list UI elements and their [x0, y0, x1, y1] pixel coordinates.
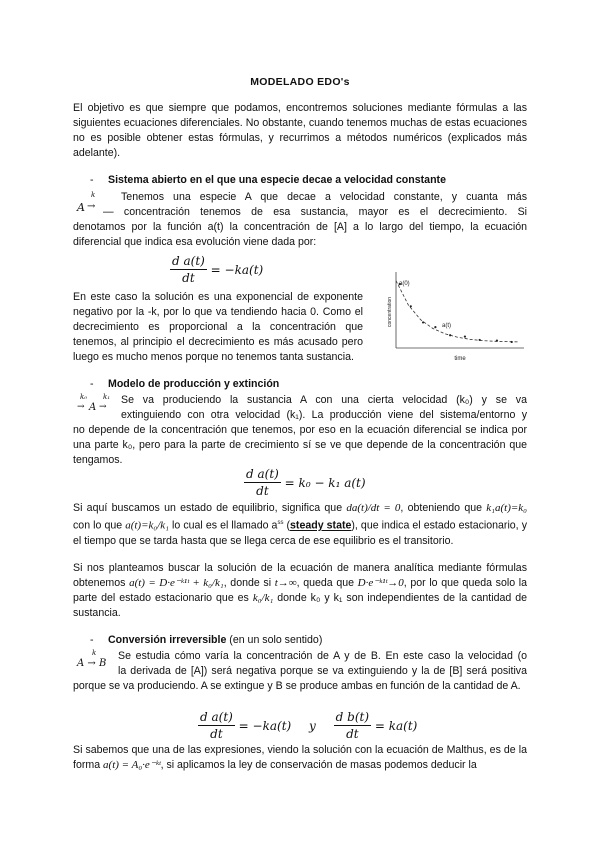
text-run: , por lo que queda solo la parte del estado estacionario que es — [73, 577, 527, 604]
eq-denominator: dt — [182, 271, 195, 285]
intro-paragraph: El objetivo es que siempre que podamos, encontremos soluciones mediante fórmulas a las siguientes ecuaciones diferenciales. No obstante, cuando tenemos muchas de estas ecuaciones no es posible obtener estas fórmulas, y recurrimos a métodos numéricos (explicados más adelante). — [73, 102, 527, 159]
data-point — [464, 335, 466, 337]
production-paragraph: no depende de la concentración que tenemos, por eso en la ecuación diferencial se indica por una parte k₀, pero para la parte de crecimiento sí se ve que depende de la concentración que tengamos. — [73, 424, 527, 466]
decay-line1: Tenemos una especie A que decae a velocidad constante, y cuanta más — [121, 191, 527, 203]
section-bullet: - — [90, 174, 94, 186]
conversion-line1: Se estudia cómo varía la concentración de A y de B. En este caso la velocidad (o — [118, 650, 527, 662]
rate-constant-label: k — [91, 191, 96, 199]
analytic-solution-paragraph — [73, 561, 527, 621]
text-run: ), que indica el estado estacionario, y el tiempo que se tarda hasta que se llega cerca de ese equilibrio es el transitorio. — [73, 519, 527, 547]
text-run: donde k₀ y k₁ son independientes de la cantidad de sustancia. — [73, 592, 527, 619]
text-run: lo cual es el llamado a — [168, 519, 278, 532]
species-label: A — [89, 402, 97, 413]
decay-line2: — concentración tenemos de esa sustancia, mayor es el decrecimiento. Si — [103, 206, 527, 218]
text-run: , queda que — [296, 577, 358, 589]
eq-numerator: d b(t) — [335, 710, 370, 724]
derivative-fraction-a — [198, 710, 235, 741]
steady-state-term: steady state — [290, 519, 352, 532]
eq-and: y — [309, 718, 316, 733]
section-heading-decay: Sistema abierto en el que una especie decae a velocidad constante — [108, 174, 446, 186]
species-label: A — [77, 201, 85, 214]
conversion-line2: la derivada de [A]) será negativa porque se va extinguiendo y la de [B] será positiva — [118, 665, 527, 677]
reaction-decay — [77, 191, 101, 215]
math-run: k₁a(t)=k₀ — [486, 502, 527, 514]
eq-denominator: dt — [210, 727, 223, 741]
superscript: ss — [277, 520, 284, 526]
text-run: con lo que — [73, 519, 126, 532]
text-run: Si sabemos que una de las expresiones, viendo la solución con la ecuación de Malthus, es de la forma — [73, 744, 527, 771]
equation-conversion — [198, 710, 417, 741]
decay-chart — [382, 268, 528, 366]
reaction-production — [77, 393, 115, 419]
rate-constant-label: k — [92, 649, 97, 657]
text-run: , obteniendo que — [400, 502, 487, 514]
conversion-paragraph: porque se va produciendo. A se extingue y B se produce ambas en función de la cantidad de A. — [73, 680, 521, 692]
equation-production — [244, 467, 366, 498]
section-heading-production: Modelo de producción y extinción — [108, 378, 280, 390]
arrow-icon: → — [77, 402, 85, 412]
y-axis-label: concentration — [387, 296, 393, 328]
heading-rest: (en un solo sentido) — [226, 634, 323, 646]
math-run: D·e⁻ᵏ¹ᵗ→0 — [357, 577, 404, 589]
equation-decay — [170, 254, 263, 285]
text-run: , si aplicamos la ley de conservación de masas podemos deducir la — [160, 759, 477, 771]
data-point — [496, 340, 498, 342]
decay-paragraph: denotamos por la función a(t) la concentración de [A] a lo largo del tiempo, la ecuación diferencial que indica esa evolución viene dada por: — [73, 221, 527, 248]
math-run: a(t) = A₀·e⁻ᵏᵗ — [103, 759, 161, 771]
eq-rhs-b: = ka(t) — [374, 718, 418, 733]
eq-denominator: dt — [256, 484, 269, 498]
malthus-paragraph — [73, 743, 527, 773]
data-point — [511, 341, 513, 343]
decay-explanation: En este caso la solución es una exponencial de exponente negativo por la -k, por lo que va tendiendo hacia 0. Como el decrecimiento es proporcional a la concentración que tenemos, al principio el decrecimiento es más acusado pero luego es mucho menos porque no tenemos tanta sustancia. — [73, 291, 363, 363]
text-run: Si aquí buscamos un estado de equilibrio, significa que — [73, 502, 347, 514]
eq-rhs: = k₀ − k₁ a(t) — [284, 475, 366, 490]
data-point — [434, 326, 436, 328]
derivative-fraction — [170, 254, 207, 285]
arrow-icon: → — [87, 201, 96, 212]
x-axis-label: time — [454, 356, 466, 362]
data-point — [479, 339, 481, 341]
eq-numerator: d a(t) — [200, 710, 233, 724]
reaction-formula: A → B — [77, 658, 107, 669]
production-line2: extinguiendo con otra velocidad (k₁). La producción viene del sistema/entorno y — [121, 409, 527, 421]
section-heading-conversion — [108, 634, 322, 646]
k1-label: k₁ — [103, 393, 111, 401]
annotation-a0: a(0) — [399, 281, 410, 287]
math-run: t→∞ — [274, 577, 297, 589]
eq-denominator: dt — [346, 727, 359, 741]
annotation-at: a(t) — [442, 323, 451, 329]
math-run: a(t) = D·e⁻ᵏ¹ᵗ + k₀/k₁ — [129, 577, 224, 589]
heading-bold: Conversión irreversible — [108, 634, 227, 646]
math-run: da(t)/dt = 0 — [346, 502, 401, 514]
eq-numerator: d a(t) — [172, 254, 205, 268]
data-point — [449, 334, 451, 336]
text-run: Si nos planteamos buscar la solución de la ecuación de manera analítica mediante fórmulas obtenemos — [73, 562, 527, 589]
section-bullet: - — [90, 378, 94, 390]
reaction-conversion — [77, 649, 113, 673]
text-run: , donde si — [223, 577, 275, 589]
k0-label: k₀ — [80, 393, 88, 401]
data-point — [422, 321, 424, 323]
derivative-fraction — [244, 467, 281, 498]
eq-rhs-a: = −ka(t) — [238, 718, 292, 733]
eq-rhs: = −ka(t) — [210, 262, 264, 277]
page-title: MODELADO EDO's — [250, 76, 350, 88]
decay-curve — [396, 281, 519, 342]
production-line1: Se va produciendo la sustancia A con una cierta velocidad (k₀) y se va — [121, 394, 527, 406]
arrow-icon: → — [99, 402, 107, 412]
math-run: k₀/k₁ — [252, 592, 274, 604]
data-point — [410, 305, 412, 307]
text-run: ( — [283, 519, 291, 532]
section-bullet: - — [90, 634, 94, 646]
derivative-fraction-b — [334, 710, 371, 741]
equilibrium-paragraph — [73, 501, 527, 549]
eq-numerator: d a(t) — [246, 467, 279, 481]
math-run: a(t)=k₀/k₁ — [125, 519, 169, 532]
